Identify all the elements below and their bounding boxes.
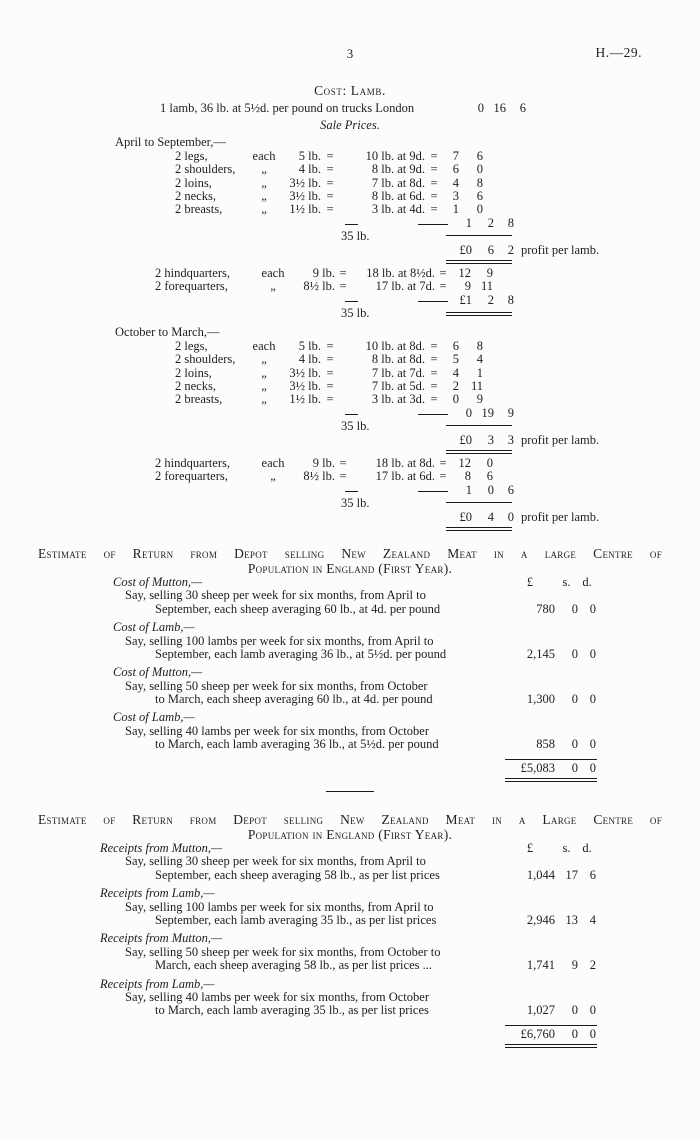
pence-column-header: d.: [582, 574, 592, 589]
equals-sign: =: [430, 188, 438, 203]
entry-label: [0, 576, 700, 589]
equals-sign: =: [326, 202, 334, 217]
cut-qty: 1½ lb.: [289, 392, 321, 407]
entry-line2-text: September, each sheep averaging 60 lb., at 4d. per pound: [155, 601, 441, 616]
subtotal-amount: [446, 294, 514, 307]
cut-shillings: 5: [452, 352, 459, 367]
total-rule: [505, 759, 597, 760]
weight-total-line: [0, 307, 700, 320]
equals-sign: =: [339, 279, 347, 294]
equals-sign: =: [430, 365, 438, 380]
cut-shillings: 8: [464, 469, 471, 484]
amount-pence: 0: [589, 760, 596, 775]
equals-sign: =: [439, 455, 447, 470]
cut-shillings: 0: [452, 392, 459, 407]
amount-pence: 9: [507, 405, 514, 420]
cut-qty: 4 lb.: [298, 162, 321, 177]
cut-qty: 3½ lb.: [289, 379, 321, 394]
amount-pence: 0: [589, 601, 596, 616]
intro-text: 1 lamb, 36 lb. at 5½d. per pound on trucks London: [160, 101, 415, 115]
amount-pence: 3: [507, 432, 514, 447]
sum-dash: [418, 414, 448, 415]
equals-sign: =: [439, 279, 447, 294]
sale-price-row: [0, 380, 700, 393]
cut-qty: 4 lb.: [298, 352, 321, 367]
sale-price-row: [0, 353, 700, 366]
amount-pence: 6: [519, 101, 526, 115]
sale-price-row: [0, 203, 700, 216]
equals-sign: =: [430, 338, 438, 353]
entry-label: Cost of Mutton,—: [113, 665, 203, 680]
entry-line2: [0, 869, 700, 882]
amount-pounds: £0: [459, 509, 472, 524]
cut-pence: 9: [476, 392, 483, 407]
pounds-column-header: £: [526, 574, 534, 589]
entry-line2-text: to March, each lamb averaging 36 lb., at 5½d. per pound: [155, 737, 439, 752]
cut-item: 2 shoulders,: [175, 352, 236, 367]
cut-shillings: 12: [458, 455, 471, 470]
total-amount: [505, 762, 596, 775]
ditto-mark: „: [261, 175, 267, 190]
double-rule: [446, 312, 512, 316]
entry-line2: [0, 1004, 700, 1017]
weight-total: 35 lb.: [341, 496, 370, 511]
cut-weight-price: 17 lb. at 7d.: [375, 279, 435, 294]
cut-shillings: 9: [464, 279, 471, 294]
weight-total: 35 lb.: [341, 419, 370, 434]
cut-weight-price: 7 lb. at 5d.: [371, 379, 425, 394]
pence-column-header: d.: [582, 841, 592, 856]
cut-item: 2 shoulders,: [175, 162, 236, 177]
entry-line2-text: March, each sheep averaging 58 lb., as per list prices ...: [155, 958, 432, 973]
amount-pence: 2: [589, 958, 596, 973]
cut-weight-price: 17 lb. at 6d.: [375, 469, 435, 484]
sale-price-row: [0, 340, 700, 353]
amount-shillings: 19: [481, 405, 494, 420]
profit-label: profit per lamb.: [521, 509, 600, 524]
cut-weight-price: 10 lb. at 9d.: [365, 148, 425, 163]
money-column-header: [505, 576, 596, 589]
amount-shillings: 2: [487, 292, 494, 307]
cut-item: 2 breasts,: [175, 392, 223, 407]
amount-shillings: 2: [487, 215, 494, 230]
cut-pence: 0: [486, 455, 493, 470]
equals-sign: =: [430, 352, 438, 367]
estimate-receipts-heading-line1: Estimate of Return from Depot selling New Zealand Meat in a Large Centre of: [38, 812, 662, 828]
subtotal-amount: [446, 407, 514, 420]
cut-qty: 8½ lb.: [303, 469, 335, 484]
amount-shillings: 0: [571, 1026, 578, 1041]
amount-shillings: 0: [571, 1003, 578, 1018]
page-number: 3: [346, 46, 354, 61]
cut-shillings: 4: [452, 175, 459, 190]
cut-pence: 0: [476, 202, 483, 217]
amount-pounds: 1: [465, 215, 472, 230]
amount-pounds: 2,145: [526, 646, 555, 661]
amount-pence: 2: [507, 242, 514, 257]
shillings-column-header: s.: [562, 841, 571, 856]
quarter-row: [0, 267, 700, 280]
cut-weight-price: 7 lb. at 8d.: [371, 175, 425, 190]
cut-item: 2 loins,: [175, 365, 212, 380]
profit-amount: [446, 244, 599, 257]
total-line: [0, 762, 700, 775]
equals-sign: =: [430, 175, 438, 190]
amount-pence: 6: [507, 482, 514, 497]
entry-line2-text: September, each lamb averaging 36 lb., at 5½d. per pound: [155, 646, 447, 661]
ditto-mark: each: [252, 148, 276, 163]
sum-dash: [345, 224, 358, 225]
entry-label: Receipts from Lamb,—: [100, 886, 215, 901]
sale-price-row: [0, 393, 700, 406]
amount-pounds: 2,946: [526, 912, 555, 927]
cut-pence: 6: [486, 469, 493, 484]
entry-line1: Say, selling 100 lambs per week for six months, from April to: [125, 633, 434, 648]
ditto-mark: each: [252, 338, 276, 353]
quarter-row: [0, 457, 700, 470]
amount-pence: 0: [507, 509, 514, 524]
ditto-mark: „: [270, 469, 276, 484]
cut-item: 2 forequarters,: [155, 279, 228, 294]
amount-shillings: 17: [565, 867, 578, 882]
entry-line2-text: to March, each lamb averaging 35 lb., as per list prices: [155, 1003, 429, 1018]
amount-shillings: 6: [487, 242, 494, 257]
cut-shillings: 4: [452, 365, 459, 380]
cut-item: 2 loins,: [175, 175, 212, 190]
weight-total-line: [0, 420, 700, 433]
ditto-mark: „: [261, 352, 267, 367]
cut-item: 2 breasts,: [175, 202, 223, 217]
cut-weight-price: 18 lb. at 8½d.: [366, 265, 435, 280]
page-header: [0, 0, 700, 62]
double-rule-line: [0, 524, 700, 530]
pounds-column-header: £: [526, 841, 534, 856]
amount-shillings: 0: [487, 482, 494, 497]
ditto-mark: „: [261, 379, 267, 394]
profit-line: [0, 434, 700, 447]
amount-pounds: 1,044: [526, 867, 555, 882]
amount-pounds: 858: [536, 737, 555, 752]
profit-amount: [446, 511, 599, 524]
cut-pence: 8: [476, 338, 483, 353]
cut-item: 2 hindquarters,: [155, 455, 230, 470]
amount-pence: 0: [589, 737, 596, 752]
profit-label: profit per lamb.: [521, 242, 600, 257]
ditto-mark: each: [261, 455, 285, 470]
amount-pounds: £1: [459, 292, 472, 307]
ditto-mark: „: [261, 392, 267, 407]
entry-label-text: Cost of Mutton,—: [113, 574, 203, 589]
amount-shillings: 9: [571, 958, 578, 973]
entry-line2-text: to March, each sheep averaging 60 lb., at 4d. per pound: [155, 692, 433, 707]
entry-line1: Say, selling 40 lambs per week for six months, from October: [125, 723, 429, 738]
cut-shillings: 6: [452, 162, 459, 177]
sale-prices-heading: Sale Prices.: [320, 118, 380, 133]
profit-label: profit per lamb.: [521, 432, 600, 447]
double-rule-line: [0, 1041, 700, 1047]
cut-item: 2 hindquarters,: [155, 265, 230, 280]
ditto-mark: each: [261, 265, 285, 280]
cut-qty: 3½ lb.: [289, 175, 321, 190]
intro-line: [0, 102, 700, 115]
entry-line1: Say, selling 100 lambs per week for six months, from April to: [125, 899, 434, 914]
quarter-row: [0, 280, 700, 293]
double-rule: [446, 527, 512, 531]
equals-sign: =: [326, 338, 334, 353]
shillings-column-header: s.: [562, 574, 571, 589]
sum-dash: [418, 224, 448, 225]
entry-line2-text: September, each lamb averaging 35 lb., as per list prices: [155, 912, 437, 927]
entry-amount: [505, 869, 596, 882]
sum-dash: [345, 301, 358, 302]
amount-shillings: 0: [571, 692, 578, 707]
document-reference: H.—29.: [595, 45, 642, 60]
ditto-mark: „: [261, 162, 267, 177]
cut-weight-price: 3 lb. at 3d.: [371, 392, 425, 407]
total-rule: [446, 502, 512, 503]
section-divider: [326, 791, 374, 792]
total-rule: [505, 1025, 597, 1026]
cut-shillings: 12: [458, 265, 471, 280]
money-column-header: [505, 842, 596, 855]
entry-amount: [505, 603, 596, 616]
cut-qty: 5 lb.: [298, 338, 321, 353]
equals-sign: =: [326, 188, 334, 203]
profit-amount: [446, 434, 599, 447]
cut-pence: 11: [480, 279, 493, 294]
cut-shillings: 1: [452, 202, 459, 217]
amount-pence: 8: [507, 292, 514, 307]
entry-label-text: Receipts from Mutton,—: [100, 841, 223, 856]
equals-sign: =: [430, 202, 438, 217]
total-rule: [446, 425, 512, 426]
cut-shillings: 6: [452, 338, 459, 353]
cut-shillings: 7: [452, 148, 459, 163]
sale-price-row: [0, 163, 700, 176]
subtotal-line: [0, 407, 700, 420]
entry-line2: [0, 648, 700, 661]
cut-weight-price: 8 lb. at 9d.: [371, 162, 425, 177]
estimate-receipts-heading-line2: Population in England (First Year).: [247, 827, 453, 843]
entry-label: Receipts from Lamb,—: [100, 976, 215, 991]
cut-qty: 9 lb.: [312, 265, 335, 280]
equals-sign: =: [439, 469, 447, 484]
total-rule: [446, 235, 512, 236]
equals-sign: =: [430, 379, 438, 394]
amount-pounds: 1,300: [526, 692, 555, 707]
cut-qty: 8½ lb.: [303, 279, 335, 294]
entry-amount: [505, 914, 596, 927]
ditto-mark: „: [261, 188, 267, 203]
equals-sign: =: [326, 365, 334, 380]
amount-pence: 0: [589, 692, 596, 707]
cut-weight-price: 8 lb. at 6d.: [371, 188, 425, 203]
equals-sign: =: [439, 265, 447, 280]
entry-line2: [0, 693, 700, 706]
section-title: Cost: Lamb.: [314, 83, 386, 98]
amount-shillings: 13: [565, 912, 578, 927]
cut-pence: 11: [470, 379, 483, 394]
entry-line2: [0, 959, 700, 972]
subtotal-amount: [446, 484, 514, 497]
cut-item: 2 necks,: [175, 379, 216, 394]
quarter-row: [0, 470, 700, 483]
weight-total: 35 lb.: [341, 306, 370, 321]
equals-sign: =: [326, 379, 334, 394]
equals-sign: =: [430, 162, 438, 177]
amount-shillings: 0: [571, 760, 578, 775]
amount-pounds: £0: [459, 432, 472, 447]
cut-weight-price: 18 lb. at 8d.: [375, 455, 435, 470]
weight-total-line: [0, 230, 700, 243]
amount-pounds: £0: [459, 242, 472, 257]
entry-label: Receipts from Mutton,—: [100, 931, 223, 946]
intro-amount: [458, 102, 526, 115]
amount-shillings: 4: [487, 509, 494, 524]
cut-pence: 9: [486, 265, 493, 280]
cut-weight-price: 7 lb. at 7d.: [371, 365, 425, 380]
ditto-mark: „: [261, 202, 267, 217]
cut-qty: 9 lb.: [312, 455, 335, 470]
equals-sign: =: [339, 469, 347, 484]
equals-sign: =: [326, 352, 334, 367]
double-rule: [505, 1044, 597, 1048]
subtotal-amount: [446, 217, 514, 230]
cut-shillings: 2: [452, 379, 459, 394]
sale-price-row: [0, 177, 700, 190]
double-rule-line: [0, 257, 700, 263]
entry-amount: [505, 648, 596, 661]
estimate-cost-heading-line2: Population in England (First Year).: [247, 560, 453, 576]
cut-qty: 3½ lb.: [289, 188, 321, 203]
amount-pounds: 0: [465, 405, 472, 420]
cut-item: 2 necks,: [175, 188, 216, 203]
entry-line2-text: September, each sheep averaging 58 lb., as per list prices: [155, 867, 440, 882]
entry-line1: Say, selling 40 lambs per week for six months, from October: [125, 989, 429, 1004]
sum-dash: [345, 491, 358, 492]
amount-pounds: 1,027: [526, 1003, 555, 1018]
entry-line1: Say, selling 30 sheep per week for six months, from April to: [125, 854, 426, 869]
weight-total: 35 lb.: [341, 229, 370, 244]
cut-qty: 1½ lb.: [289, 202, 321, 217]
estimate-cost-heading-line1: Estimate of Return from Depot selling New Zealand Meat in a large Centre of: [38, 545, 662, 561]
entry-amount: [505, 738, 596, 751]
equals-sign: =: [326, 148, 334, 163]
double-rule-line: [0, 447, 700, 453]
season-label-april: April to September,—: [115, 135, 226, 150]
entry-amount: [505, 693, 596, 706]
amount-pence: 6: [589, 867, 596, 882]
cut-pence: 8: [476, 175, 483, 190]
cut-qty: 3½ lb.: [289, 365, 321, 380]
entry-line2: [0, 914, 700, 927]
entry-line2: [0, 603, 700, 616]
amount-pence: 0: [589, 1026, 596, 1041]
equals-sign: =: [326, 392, 334, 407]
amount-shillings: 0: [571, 737, 578, 752]
double-rule-line: [0, 775, 700, 781]
double-rule: [505, 778, 597, 782]
cut-pence: 6: [476, 188, 483, 203]
total-line: [0, 1028, 700, 1041]
cut-item: 2 legs,: [175, 148, 208, 163]
equals-sign: =: [326, 175, 334, 190]
equals-sign: =: [326, 162, 334, 177]
amount-pence: 4: [589, 912, 596, 927]
equals-sign: =: [339, 265, 347, 280]
entry-label: Cost of Lamb,—: [113, 710, 195, 725]
amount-pounds: 1,741: [526, 958, 555, 973]
entry-label: Cost of Lamb,—: [113, 620, 195, 635]
cut-pence: 1: [476, 365, 483, 380]
amount-shillings: 0: [571, 646, 578, 661]
ditto-mark: „: [270, 279, 276, 294]
subtotal-line: [0, 484, 700, 497]
amount-pence: 0: [589, 646, 596, 661]
cut-pence: 6: [476, 148, 483, 163]
entry-line1: Say, selling 50 sheep per week for six months, from October: [125, 678, 428, 693]
cut-pence: 4: [476, 352, 483, 367]
sale-price-row: [0, 190, 700, 203]
subtotal-line: [0, 217, 700, 230]
sum-dash: [345, 414, 358, 415]
equals-sign: =: [430, 392, 438, 407]
subtotal-line: [0, 294, 700, 307]
profit-line: [0, 244, 700, 257]
cut-qty: 5 lb.: [298, 148, 321, 163]
amount-pounds: 780: [536, 601, 555, 616]
profit-line: [0, 511, 700, 524]
total-amount: [505, 1028, 596, 1041]
double-rule: [446, 450, 512, 454]
equals-sign: =: [339, 455, 347, 470]
amount-shillings: 16: [493, 101, 506, 115]
cut-item: 2 legs,: [175, 338, 208, 353]
entry-line1: Say, selling 50 sheep per week for six months, from October to: [125, 944, 441, 959]
cut-item: 2 forequarters,: [155, 469, 228, 484]
amount-pounds: £6,760: [520, 1026, 555, 1041]
sum-dash: [418, 491, 448, 492]
amount-shillings: 0: [571, 601, 578, 616]
cut-weight-price: 10 lb. at 8d.: [365, 338, 425, 353]
entry-label: [0, 842, 700, 855]
amount-pence: 8: [507, 215, 514, 230]
cut-pence: 0: [476, 162, 483, 177]
ditto-mark: „: [261, 365, 267, 380]
amount-pounds: 0: [477, 101, 484, 115]
sale-price-row: [0, 367, 700, 380]
cut-weight-price: 8 lb. at 8d.: [371, 352, 425, 367]
cut-shillings: 3: [452, 188, 459, 203]
amount-shillings: 3: [487, 432, 494, 447]
weight-total-line: [0, 497, 700, 510]
sum-dash: [418, 301, 448, 302]
entry-line1: Say, selling 30 sheep per week for six months, from April to: [125, 588, 426, 603]
double-rule: [446, 260, 512, 264]
amount-pounds: £5,083: [520, 760, 555, 775]
cut-weight-price: 3 lb. at 4d.: [371, 202, 425, 217]
amount-pounds: 1: [465, 482, 472, 497]
equals-sign: =: [430, 148, 438, 163]
entry-amount: [505, 1004, 596, 1017]
amount-pence: 0: [589, 1003, 596, 1018]
sale-price-row: [0, 150, 700, 163]
season-label-october: October to March,—: [115, 325, 220, 340]
entry-amount: [505, 959, 596, 972]
entry-line2: [0, 738, 700, 751]
